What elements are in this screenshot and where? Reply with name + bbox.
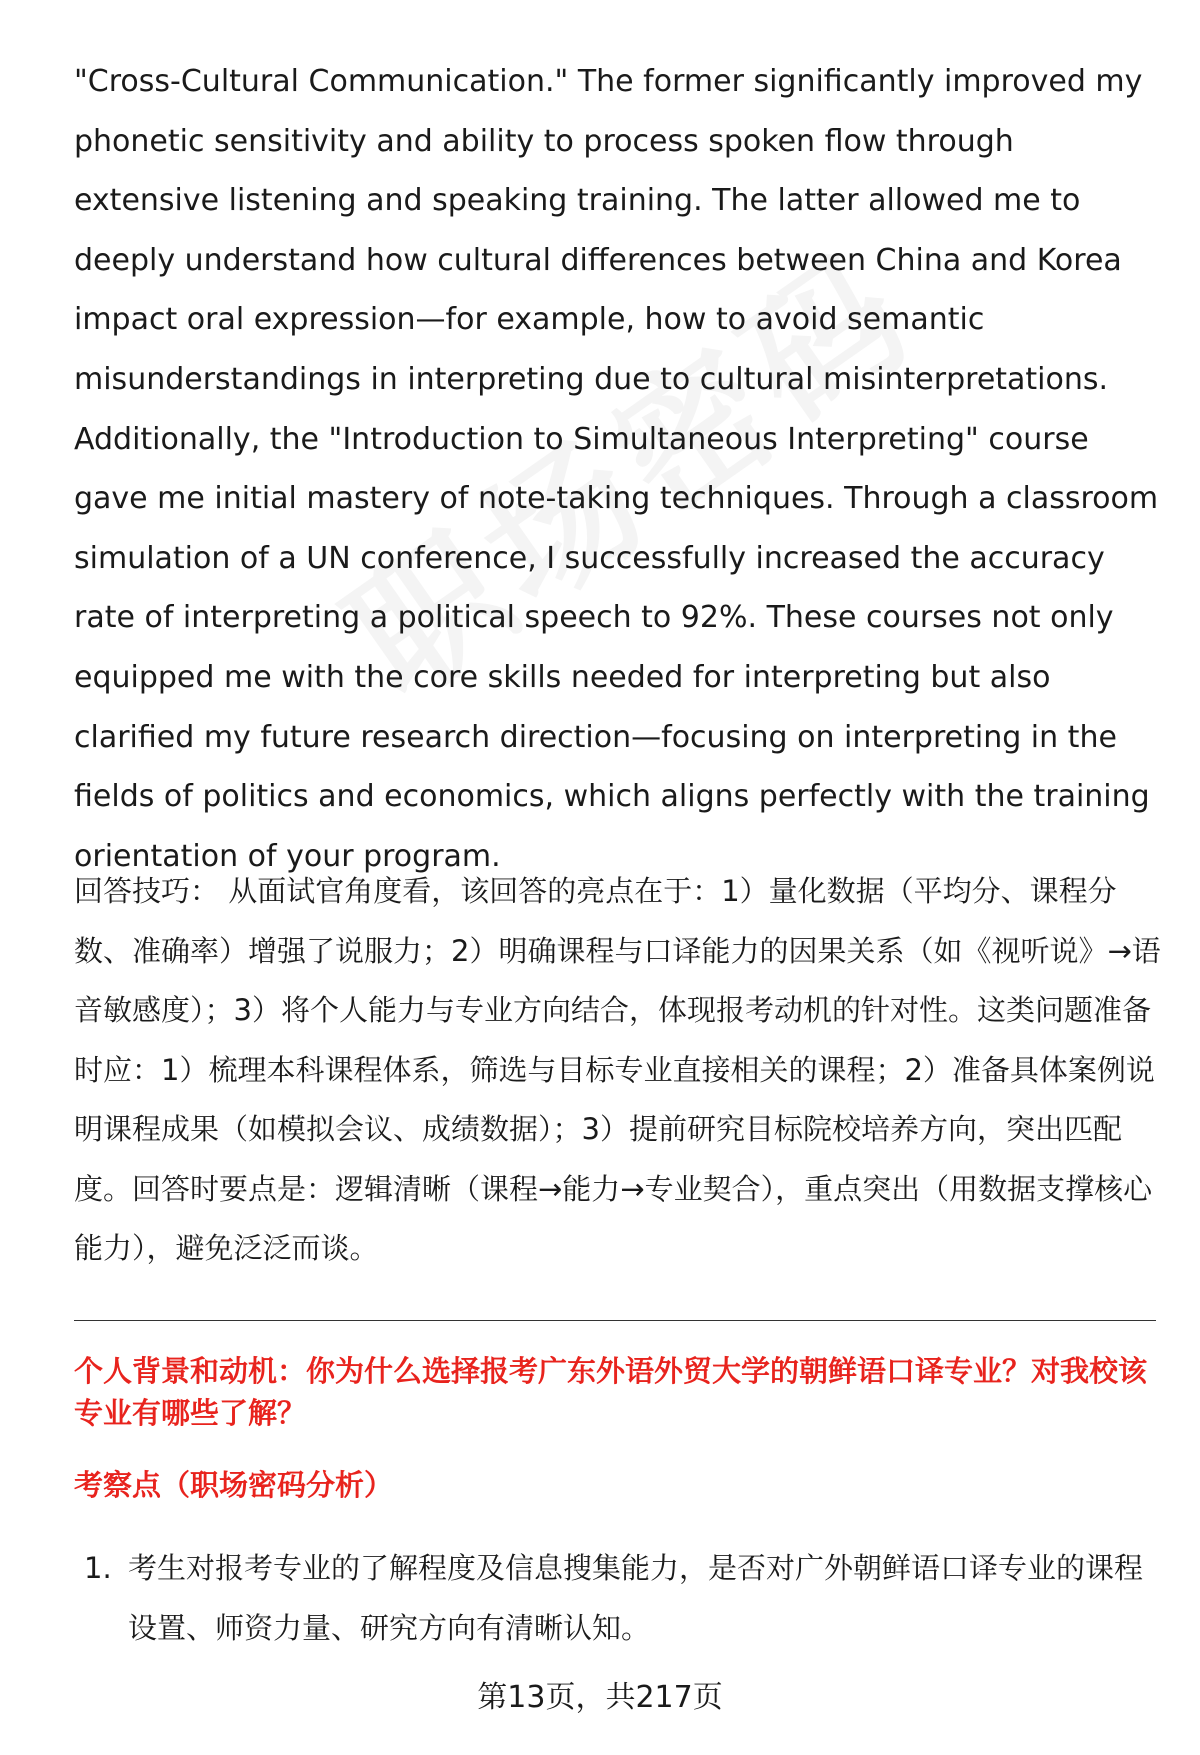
english-paragraph: "Cross-Cultural Communication." The former significantly improved my phonetic sensitivity and ability to process spoken flow through extensive listening and speaking training. The latter allowed me to deeply understand how cultural differences between China and Korea impact oral expression—for example, how to avoid semantic misunderstandings in interpreting due to cultural misinterpretations. Additionally, the "Introduction to Simultaneous Interpreting" course gave me initial mastery of note-taking techniques. Through a classroom simulation of a UN conference, I successfully increased the accuracy rate of interpreting a political speech to 92%. These courses not only equipped me with the core skills needed for interpreting but also clarified my future research direction—focusing on interpreting in the fields of politics and economics, which aligns perfectly with the training orientation of your program. bbox=[74, 64, 1159, 874]
section-divider bbox=[74, 1320, 1156, 1321]
interview-question: 个人背景和动机：你为什么选择报考广东外语外贸大学的朝鲜语口译专业？对我校该专业有哪些了解？ bbox=[74, 1354, 1148, 1430]
list-item bbox=[74, 1538, 1164, 1658]
page-footer: 第13页，共217页 bbox=[477, 1680, 723, 1715]
list-item-text: 考生对报考专业的了解程度及信息搜集能力，是否对广外朝鲜语口译专业的课程设置、师资力量、研究方向有清晰认知。 bbox=[128, 1551, 1144, 1645]
assessment-list bbox=[74, 1538, 1164, 1658]
answer-tips-paragraph: 回答技巧： 从面试官角度看，该回答的亮点在于：1）量化数据（平均分、课程分数、准确率）增强了说服力；2）明确课程与口译能力的因果关系（如《视听说》→语音敏感度）；3）将个人能力与专业方向结合，体现报考动机的针对性。这类问题准备时应：1）梳理本科课程体系，筛选与目标专业直接相关的课程；2）准备具体案例说明课程成果（如模拟会议、成绩数据）；3）提前研究目标院校培养方向，突出匹配度。回答时要点是：逻辑清晰（课程→能力→专业契合），重点突出（用数据支撑核心能力），避免泛泛而谈。 bbox=[74, 874, 1161, 1265]
list-item-number: 1. bbox=[84, 1551, 112, 1585]
assessment-subheading: 考察点（职场密码分析） bbox=[74, 1468, 394, 1502]
